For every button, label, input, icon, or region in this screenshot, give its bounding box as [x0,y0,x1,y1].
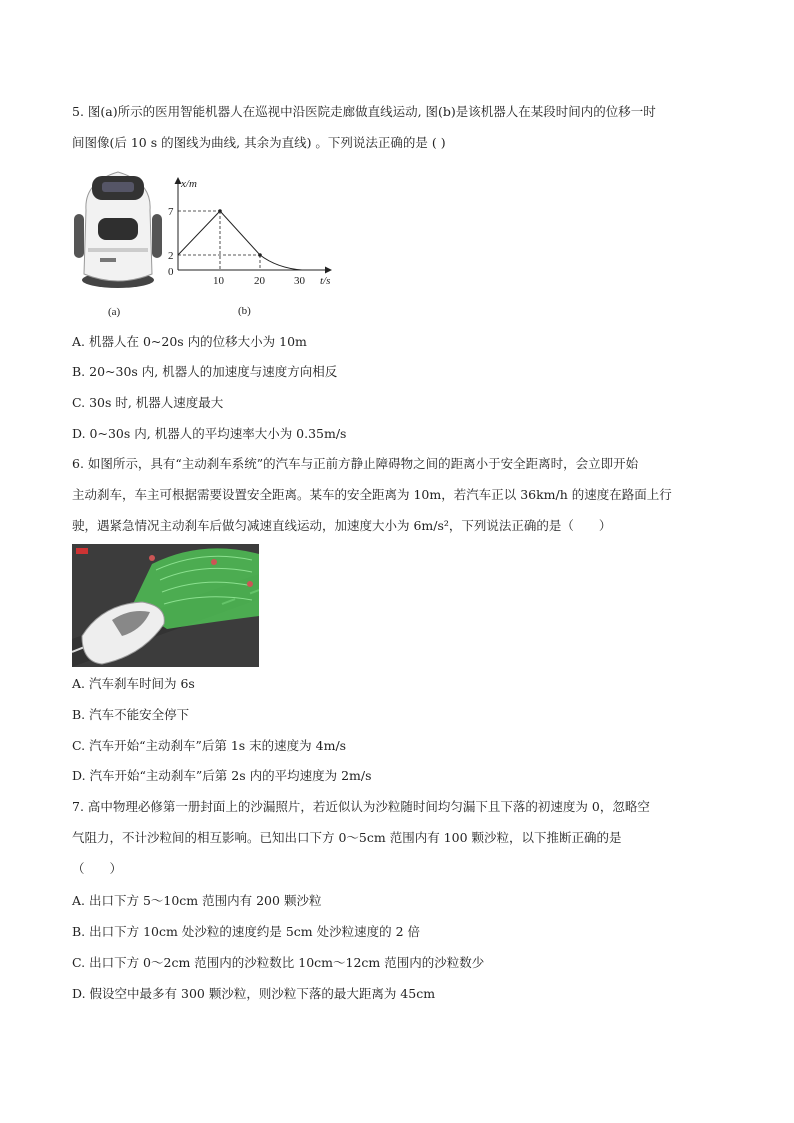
q7-option-b: B. 出口下方 10cm 处沙粒的速度约是 5cm 处沙粒速度的 2 倍 [72,924,420,939]
graph-x-tick-20: 20 [254,275,265,287]
q7-option-d: D. 假设空中最多有 300 颗沙粒，则沙粒下落的最大距离为 45cm [72,986,436,1001]
q6-option-d: D. 汽车开始“主动刹车”后第 2s 内的平均速度为 2m/s [72,768,372,783]
fig-b-label: (b) [238,305,251,317]
q5-stem-line-1: 5. 图(a)所示的医用智能机器人在巡视中沿医院走廊做直线运动, 图(b)是该机器人在某段时间内的位移一时 [72,104,656,119]
q5-stem-line-2: 间图像(后 10 s 的图线为曲线, 其余为直线) 。下列说法正确的是 ( ) [72,135,446,150]
graph-x-tick-10: 10 [213,275,224,287]
q6-option-c: C. 汽车开始“主动刹车”后第 1s 末的速度为 4m/s [72,738,347,753]
q5-option-c: C. 30s 时, 机器人速度最大 [72,395,224,410]
graph-x-label: t/s [320,275,331,287]
q7-stem-line-1: 7. 高中物理必修第一册封面上的沙漏照片，若近似认为沙粒随时间均匀漏下且下落的初速度为 0，忽略空 [72,799,650,814]
q7-option-c: C. 出口下方 0～2cm 范围内的沙粒数比 10cm～12cm 范围内的沙粒数少 [72,955,485,970]
q5-option-a: A. 机器人在 0~20s 内的位移大小为 10m [72,334,307,349]
q7-option-a: A. 出口下方 5～10cm 范围内有 200 颗沙粒 [72,893,322,908]
q6-stem-line-1: 6. 如图所示，具有“主动刹车系统”的汽车与正前方静止障碍物之间的距离小于安全距离时，会立即开始 [72,456,639,471]
q6-option-b: B. 汽车不能安全停下 [72,707,190,722]
q5-option-d: D. 0~30s 内, 机器人的平均速率大小为 0.35m/s [72,426,347,441]
q7-stem-line-3: （ ） [72,861,123,876]
fig-a-label: (a) [108,306,121,318]
graph-y-tick-7: 7 [168,206,174,218]
car-braking-figure [72,544,259,667]
graph-origin-label: 0 [168,266,174,278]
graph-y-label: x/m [181,178,197,190]
xt-graph [165,170,345,320]
q6-stem-line-3: 驶，遇紧急情况主动刹车后做匀减速直线运动，加速度大小为 6m/s²，下列说法正确的是（ ） [72,518,612,533]
q6-stem-line-2: 主动刹车，车主可根据需要设置安全距离。某车的安全距离为 10m，若汽车正以 36km/h 的速度在路面上行 [72,487,672,502]
q5-option-b: B. 20~30s 内, 机器人的加速度与速度方向相反 [72,364,338,379]
graph-y-tick-2: 2 [168,250,174,262]
graph-x-tick-30: 30 [294,275,305,287]
q7-stem-line-2: 气阻力，不计沙粒间的相互影响。已知出口下方 0～5cm 范围内有 100 颗沙粒，以下推断正确的是 [72,830,622,845]
robot-figure [70,162,170,322]
q6-option-a: A. 汽车刹车时间为 6s [72,676,195,691]
